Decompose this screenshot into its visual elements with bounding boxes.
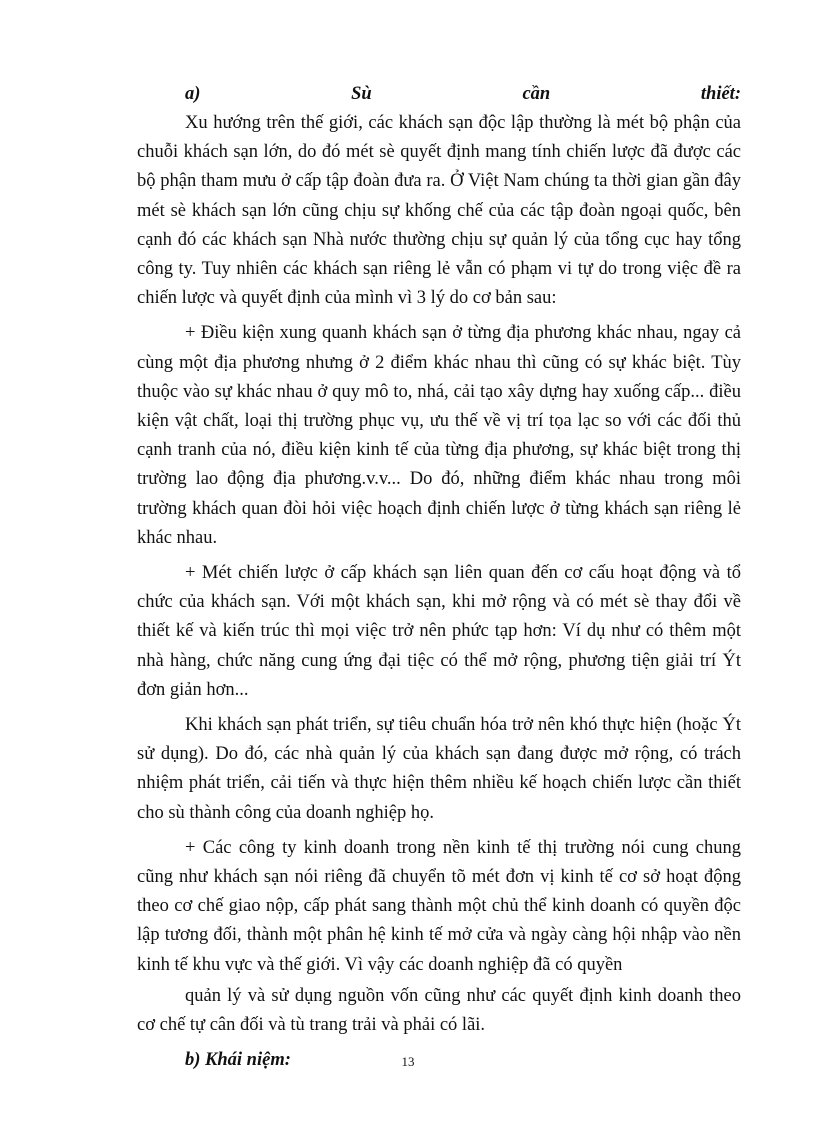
paragraph-6: quản lý và sử dụng nguồn vốn cũng như các quyết định kinh doanh theo cơ chế tự cân đối và tù trang trải và phải có lãi. xyxy=(137,985,741,1036)
paragraph-2: + Điều kiện xung quanh khách sạn ở từng địa phương khác nhau, ngay cả cùng một địa phương nhưng ở 2 điểm khác nhau thì cũng có sự khác biệt. Tùy thuộc vào sự khác nhau ở quy mô to, nhá, cải tạo xây dựng hay xuống cấp... điều kiện vật chất, loại thị trường phục vụ, ưu thế về vị trí tọa lạc so với các đối thủ cạnh tranh của nó, điều kiện kinh tế của từng địa phương, sự khác biệt trong thị trường lao động địa phương.v.v... Do đó, những điểm khác nhau trong môi trường khách quan đòi hỏi việc hoạch định chiến lược ở từng khách sạn riêng lẻ khác nhau. xyxy=(137,323,741,548)
section-heading-a xyxy=(137,80,741,109)
paragraph-1: Xu hướng trên thế giới, các khách sạn độc lập thường là mét bộ phận của chuỗi khách sạn lớn, do đó mét sè quyết định mang tính chiến lược đã được các bộ phận tham mưu ở cấp tập đoàn đưa ra. Ở Việt Nam chúng ta thời gian gần đây mét sè khách sạn lớn cũng chịu sự khống chế của các tập đoàn ngoại quốc, bên cạnh đó các khách sạn Nhà nước thường chịu sự quản lý của tổng cục hay tổng công ty. Tuy nhiên các khách sạn riêng lẻ vẫn có phạm vi tự do trong việc đề ra chiến lược và quyết định của mình vì 3 lý do cơ bản sau: xyxy=(137,113,741,309)
document-page xyxy=(137,80,741,1075)
section-heading-b: b) Khái niệm: xyxy=(185,1050,291,1071)
paragraph-5: + Các công ty kinh doanh trong nền kinh tế thị trường nói cung chung cũng như khách sạn nói riêng đã chuyển tõ mét đơn vị kinh tế cơ sở hoạt động theo cơ chế giao nộp, cấp phát sang thành một chủ thể kinh doanh có quyền độc lập tương đối, thành một phân hệ kinh tế mở cửa và ngày càng hội nhập vào nền kinh tế khu vực và thế giới. Vì vậy các doanh nghiệp đã có quyền xyxy=(137,837,741,975)
heading-a-letter: a) xyxy=(185,84,201,104)
heading-a-word2: cần xyxy=(522,84,551,104)
page-number: 13 xyxy=(401,1054,415,1069)
paragraph-4: Khi khách sạn phát triển, sự tiêu chuẩn hóa trở nên khó thực hiện (hoặc Ýt sử dụng). Do đó, các nhà quản lý của khách sạn đang được mở rộng, có trách nhiệm phát triển, cải tiến và thực hiện thêm nhiều kế hoạch chiến lược cần thiết cho sù thành công của doanh nghiệp họ. xyxy=(137,715,741,823)
heading-a-word3: thiết: xyxy=(700,84,741,104)
paragraph-3: + Mét chiến lược ở cấp khách sạn liên quan đến cơ cấu hoạt động và tổ chức của khách sạn. Với một khách sạn, khi mở rộng và có mét sè thay đổi về thiết kế và kiến trúc thì mọi việc trở nên phức tạp hơn: Ví dụ như có thêm một nhà hàng, chức năng cung ứng đại tiệc có thể mở rộng, phương tiện giải trí Ýt đơn giản hơn... xyxy=(137,563,741,700)
heading-a-word1: Sù xyxy=(351,84,372,104)
